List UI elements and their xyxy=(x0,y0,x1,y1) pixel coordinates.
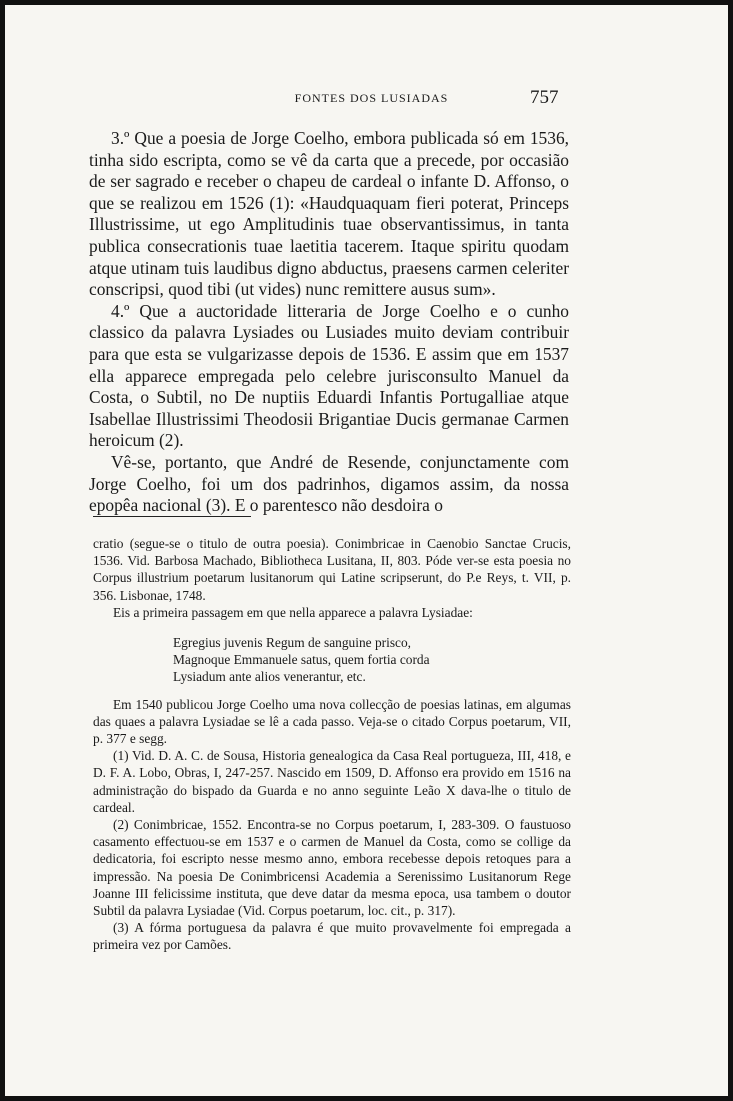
footnote-3: (3) A fórma portuguesa da palavra é que muito provavelmente foi empregada a primeira vez por Camões. xyxy=(93,920,571,953)
main-text xyxy=(89,128,569,517)
verse-quotation xyxy=(173,634,571,686)
running-title: FONTES DOS LUSIADAS xyxy=(294,91,449,105)
paragraph-conclusion: Vê-se, portanto, que André de Resende, conjunctamente com Jorge Coelho, foi um dos padrinhos, digamos assim, da nossa epopêa nacional (3). E o parentesco não desdoira o xyxy=(89,451,569,516)
verse-line: Magnoque Emmanuele satus, quem fortia corda xyxy=(173,652,430,668)
book-page xyxy=(5,5,728,1096)
footnote-divider xyxy=(93,516,251,517)
page-number: 757 xyxy=(530,87,559,108)
footnote-intro-line: Eis a primeira passagem em que nella apparece a palavra Lysiadae: xyxy=(113,604,473,620)
footnote-1: (1) Vid. D. A. C. de Sousa, Historia genealogica da Casa Real portugueza, III, 418, e D. F. A. Lobo, Obras, I, 247-257. Nascido em 1509, D. Affonso era provido em 1516 na administração do bispado da Guarda e no anno seguinte Leão X dava-lhe o titulo de cardeal. xyxy=(93,748,571,815)
verse-line: Lysiadum ante alios venerantur, etc. xyxy=(173,669,366,685)
page-header xyxy=(5,87,728,111)
verse-line: Egregius juvenis Regum de sanguine prisco, xyxy=(173,635,412,651)
footnotes xyxy=(93,535,571,954)
footnote-continuation: cratio (segue-se o titulo de outra poesia). Conimbricae in Caenobio Sanctae Crucis, 1536. Vid. Barbosa Machado, Bibliotheca Lusitana, II, 803. Póde ver-se esta poesia no Corpus illustrium poetarum lusitanorum qui Latine scripserunt, do P.e Reys, t. VII, p. 356. Lisbonae, 1748. xyxy=(93,536,571,603)
footnote-2: (2) Conimbricae, 1552. Encontra-se no Corpus poetarum, I, 283-309. O faustuoso casamento effectuou-se em 1537 e o carmen de Manuel da Costa, como se collige da dedicatoria, foi escripto nesse mesmo anno, embora recebesse depois retoques para a impressão. Na poesia De Conimbricensi Academia a Serenissimo Lusitanorum Rege Joanne III felicissime instituta, que deve datar da mesma epoca, usa tambem o doutor Subtil da palavra Lysiadae (Vid. Corpus poetarum, loc. cit., p. 317). xyxy=(93,817,571,919)
paragraph-3: 3.º Que a poesia de Jorge Coelho, embora publicada só em 1536, tinha sido escripta, como se vê da carta que a precede, por occasião de ser sagrado e receber o chapeu de cardeal o infante D. Affonso, o que se realizou em 1526 (1): «Haudquaquam fieri poterat, Princeps Illustrissime, ut ego Amplitudinis tuae observantissimus, in tanta publica consecrationis tuae laetitia tacerem. Itaque spiritu quodam atque utinam tuis laudibus digno abductus, praesens carmen celeriter conscripsi, quod tibi (ut vides) nunc remittere ausus sum». xyxy=(89,128,569,300)
paragraph-4: 4.º Que a auctoridade litteraria de Jorge Coelho e o cunho classico da palavra Lysiades ou Lusiades muito deviam contribuir para que esta se vulgarizasse depois de 1536. E assim que em 1537 ella apparece empregada pelo celebre jurisconsulto Manuel da Costa, o Subtil, no De nuptiis Eduardi Infantis Portugalliae atque Isabellae Illustrissimi Theodosii Brigantiae Ducis germanae Carmen heroicum (2). xyxy=(89,300,569,451)
footnote-after-verse: Em 1540 publicou Jorge Coelho uma nova collecção de poesias latinas, em algumas das quaes a palavra Lysiadae se lê a cada passo. Veja-se o citado Corpus poetarum, VII, p. 377 e segg. xyxy=(93,696,571,747)
